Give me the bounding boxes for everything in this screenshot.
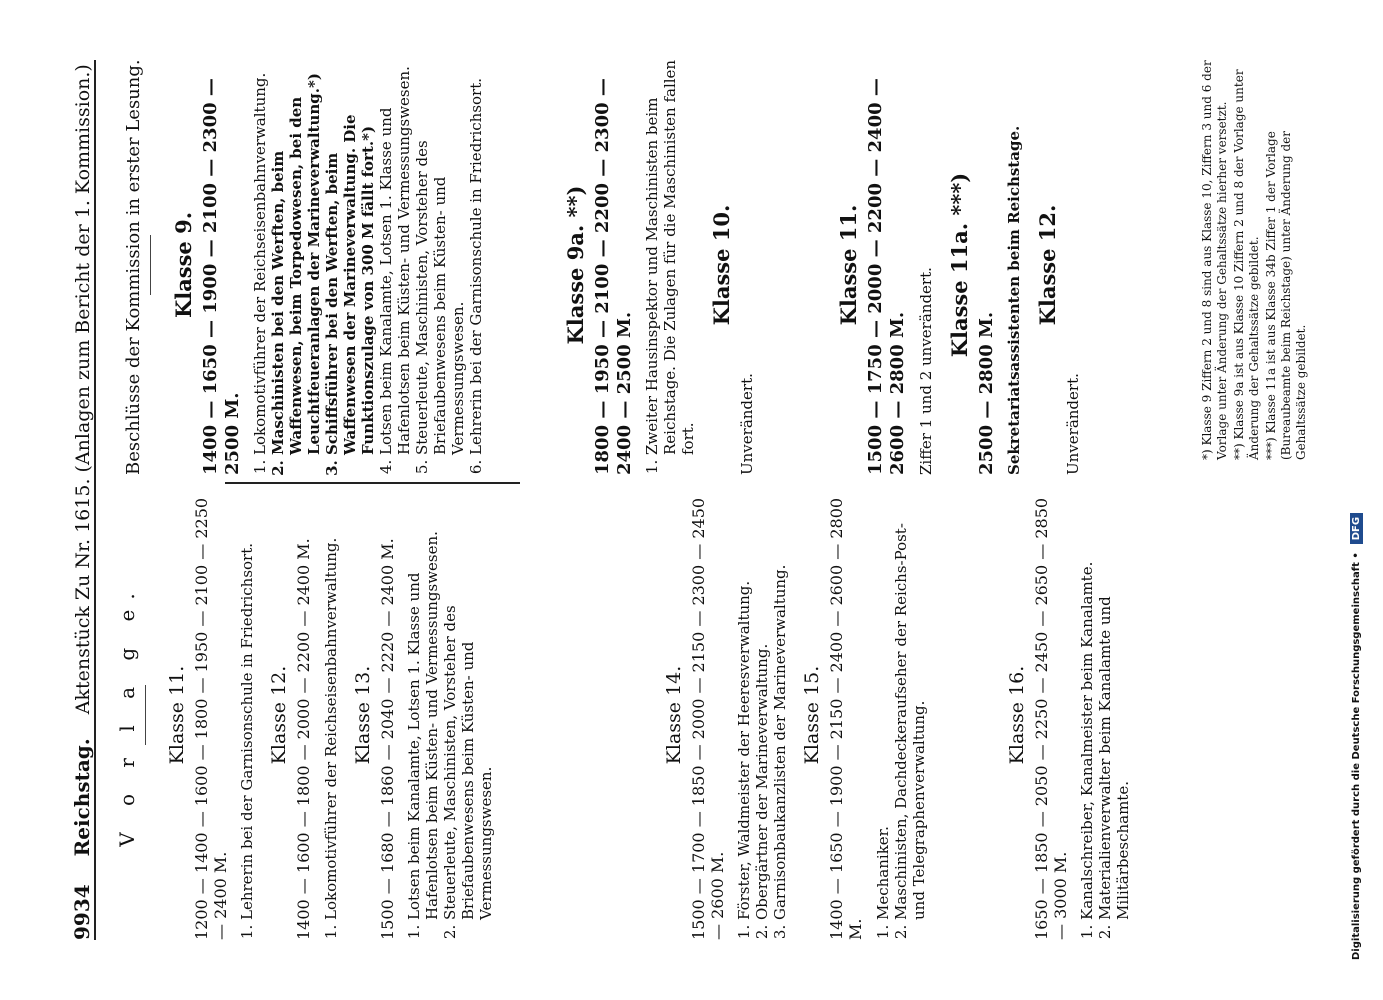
salary-scale: 1500 — 1680 — 1860 — 2040 — 2220 — 2400 M. [377,538,397,940]
footnote: *) Klasse 9 Ziffern 2 und 8 sind aus Klasse 10, Ziffern 3 und 6 der Vorlage unter Änderung der Gehaltssätze hierher versetzt. [1200,60,1229,460]
salary-scale: 1500 — 1750 — 2000 — 2200 — 2400 — 2600 — 2800 M. [865,78,908,475]
klasse-note: Unverändert. [738,373,757,475]
position-list [1078,490,1132,940]
salary-scale: 1400 — 1650 — 1900 — 2150 — 2400 — 2600 — 2800 M. [827,497,866,940]
klasse-note: Ziffer 1 und 2 unverändert. [916,267,935,475]
spacer [491,55,551,475]
dfg-logo: DFG [1350,513,1363,544]
klasse-title: Klasse 11. [836,204,862,326]
list-item: 1. Förster, Waldmeister der Heeresverwaltung. [735,490,753,920]
list-item: 2. Maschinisten bei den Werften, beim Waffenwesen, beim Torpedowesen, bei den Leuchtfeueranlagen der Marineverwaltung.*) [269,55,323,455]
list-item: 1. Lokomotivführer der Reichseisenbahnverwaltung. [251,55,269,455]
klasse-note: Unverändert. [1064,373,1083,475]
klasse-note: Sekretariatsassistenten beim Reichstage. [1005,125,1024,475]
salary-scale: 1200 — 1400 — 1600 — 1800 — 1950 — 2100 — 2250 — 2400 M. [192,497,231,940]
list-item: 1. Lokomotivführer der Reichseisenbahnverwaltung. [322,490,340,920]
list-item: 5. Steuerleute, Maschinisten, Vorsteher des Briefaubenwesens beim Küsten- und Vermessungswesen. [413,55,467,455]
spacer [764,55,824,475]
digitization-credit [1350,30,1363,960]
klasse-title: Klasse 13. [351,665,374,765]
footnote: ***) Klasse 11a ist aus Klasse 34b Ziffer 1 der Vorlage (Bureaubeamte beim Reichstage) unter Änderung der Gehaltssätze gebildet. [1264,131,1308,460]
beschluesse-column [105,55,1090,475]
divider [150,235,151,295]
salary-scale: 1400 — 1650 — 1900 — 2100 — 2300 — 2500 M. [200,78,243,475]
vorlage-heading: V o r l a g e. [115,583,139,847]
page-header [60,60,96,940]
position-list [251,55,485,475]
list-item: 2. Materialienverwalter beim Kanalamte und Militärbeschamte. [1096,490,1132,920]
klasse-title: Klasse 9. [171,211,196,319]
document-title: Aktenstück Zu Nr. 1615. (Anlagen zum Bericht der 1. Kommission.) [72,64,94,715]
credit-text: Digitalisierung gefördert durch die Deutsche Forschungsgemeinschaft • [1351,552,1362,960]
klasse-title: Klasse 11. [166,665,188,765]
list-item: 2. Obergärtner der Marineverwaltung. [753,490,771,920]
list-item: 1. Lehrerin bei der Garnisonschule in Friedrichsort. [238,490,256,920]
list-item: 1. Zweiter Hausinspektor und Maschinisten beim Reichstage. Die Zulagen für die Maschinisten fallen fort. [643,55,697,455]
position-list [238,490,256,940]
spacer [934,490,994,940]
beschluesse-heading: Beschlüsse der Kommission in erster Lesung. [123,59,144,475]
spacer [501,490,651,940]
klasse-title: Klasse 14. [662,665,685,765]
list-item: 3. Garnisonbaukanzlisten der Marineverwaltung. [771,490,789,920]
vorlage-column [105,490,1138,940]
footnotes [1200,60,1311,460]
salary-scale: 1500 — 1700 — 1850 — 2000 — 2150 — 2300 — 2450 — 2600 M. [688,497,727,940]
klasse-title: Klasse 9a. **) [563,185,589,345]
footnote: **) Klasse 9a ist aus Klasse 10 Ziffern 2 und 8 der Vorlage unter Änderung der Gehaltssätze gebildet. [1232,69,1261,460]
list-item: 1. Mechaniker. [874,490,892,920]
salary-scale: 1400 — 1600 — 1800 — 2000 — 2200 — 2400 M. [294,538,314,940]
list-item: 6. Lehrerin bei der Garnisonschule in Friedrichsort. [467,55,485,455]
reichstag-label: Reichstag. [70,738,94,857]
position-list [735,490,789,940]
page-number: 9934 [70,884,94,940]
position-list [405,490,495,940]
position-list [874,490,928,940]
salary-scale: 1650 — 1850 — 2050 — 2250 — 2450 — 2650 — 2850 — 3000 M. [1031,497,1070,940]
klasse-title: Klasse 12. [1035,204,1061,326]
klasse-title: Klasse 10. [709,204,735,326]
list-item: 3. Schiffsführer bei den Werften, beim Waffenwesen der Marineverwaltung. Die Funktionszulage von 300 M fällt fort.*) [323,55,377,455]
position-list [322,490,340,940]
list-item: 4. Lotsen beim Kanalamte, Lotsen 1. Klasse und Hafenlotsen beim Küsten- und Vermessungswesen. [377,55,413,455]
list-item: 2. Maschinisten, Dachdeckeraufseher der Reichs-Post- und Telegraphenverwaltung. [892,490,928,920]
list-item: 2. Steuerleute, Maschinisten, Vorsteher des Briefaubenwesens beim Küsten- und Vermessungswesen. [441,490,495,920]
column-bracket [225,482,520,484]
divider [145,685,146,745]
list-item: 1. Kanalschreiber, Kanalmeister beim Kanalamte. [1078,490,1096,920]
klasse-title: Klasse 16. [1005,665,1028,765]
klasse-title: Klasse 11a. ***) [946,172,972,358]
salary-scale: 2500 — 2800 M. [975,311,997,475]
salary-scale: 1800 — 1950 — 2100 — 2200 — 2300 — 2400 — 2500 M. [592,78,635,475]
klasse-title: Klasse 15. [801,665,824,765]
klasse-title: Klasse 12. [268,665,291,765]
list-item: 1. Lotsen beim Kanalamte, Lotsen 1. Klasse und Hafenlotsen beim Küsten- und Vermessungswesen. [405,490,441,920]
position-list [643,55,697,475]
